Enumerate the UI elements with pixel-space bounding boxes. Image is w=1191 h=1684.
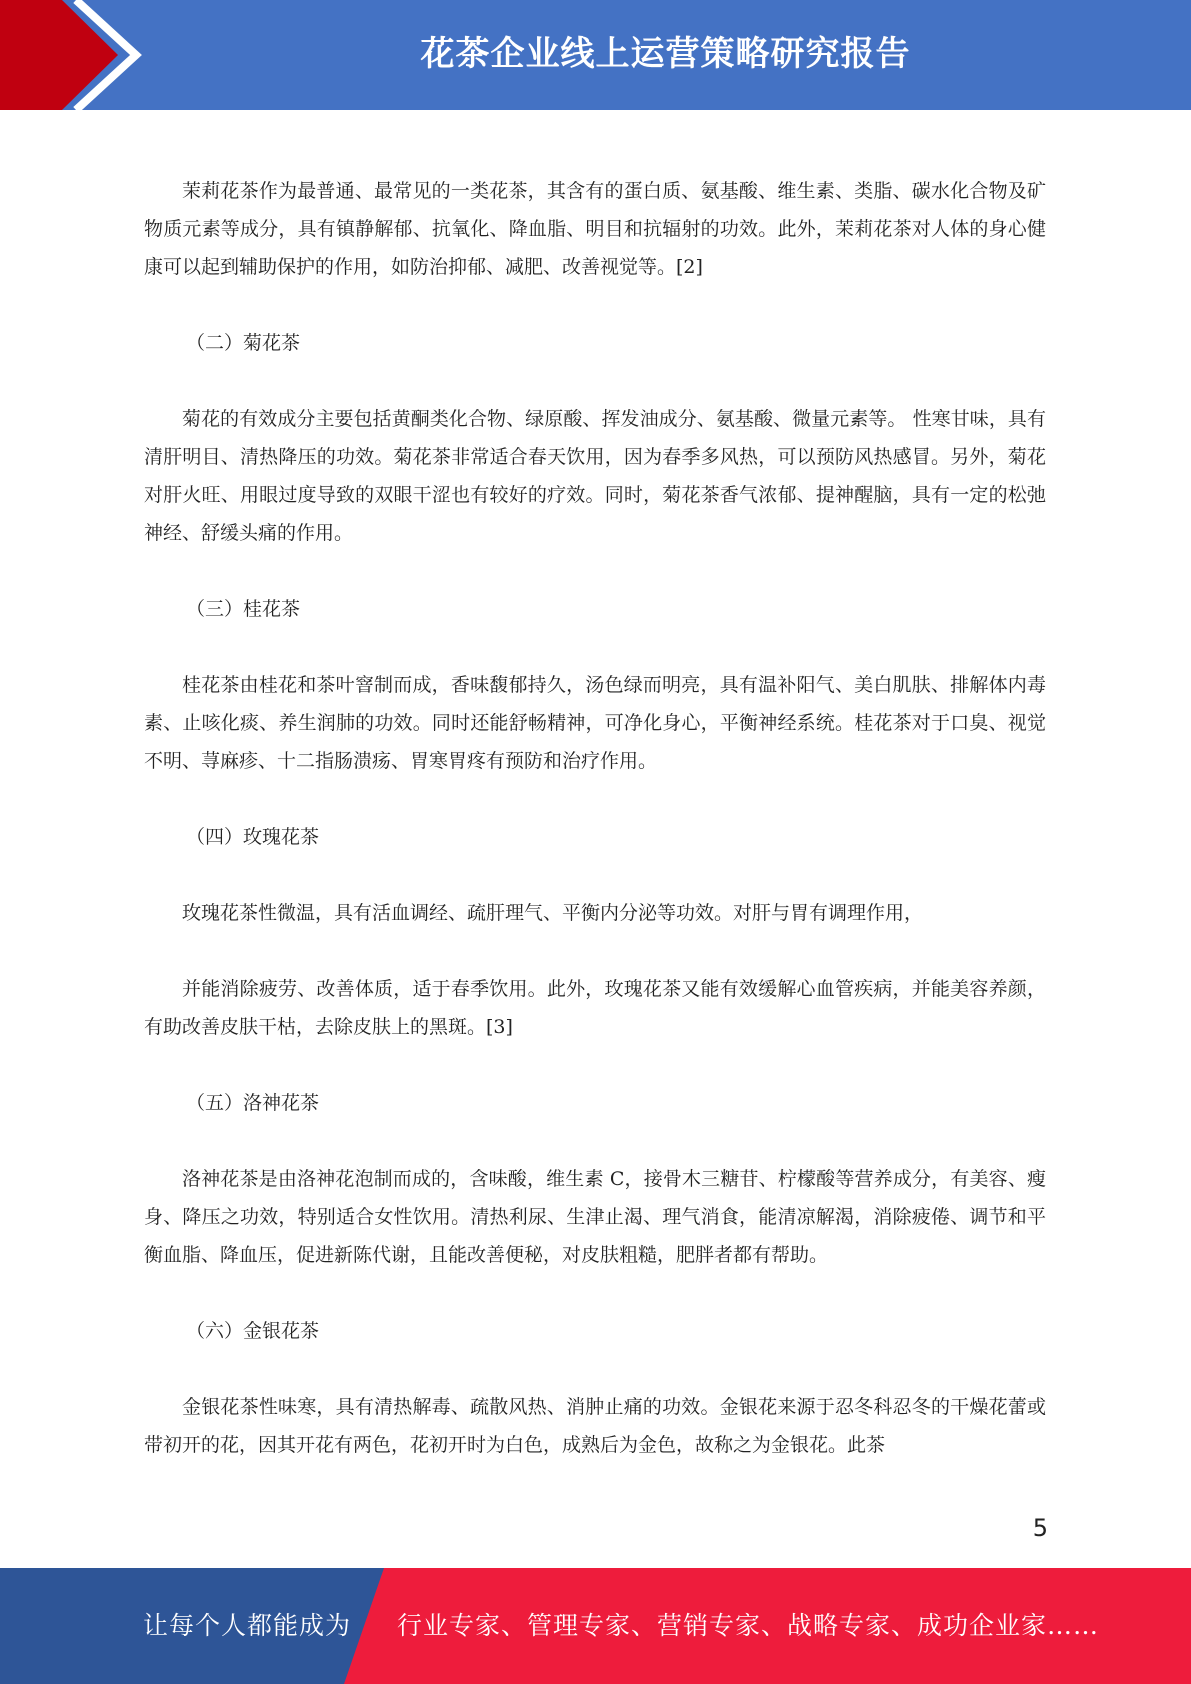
body-paragraph: 菊花的有效成分主要包括黄酮类化合物、绿原酸、挥发油成分、氨基酸、微量元素等。 性寒甘味，具有清肝明目、清热降压的功效。菊花茶非常适合春天饮用，因为春季多风热，可以预防风热感冒。另外，菊花对肝火旺、用眼过度导致的双眼干涩也有较好的疗效。同时，菊花茶香气浓郁、提神醒脑，具有一定的松弛神经、舒缓头痛的作用。 [144,408,1046,544]
section-subheading: （四）玫瑰花茶 [186,826,320,848]
header-arrow-decoration [0,0,160,110]
body-paragraph: 并能消除疲劳、改善体质，适于春季饮用。此外，玫瑰花茶又能有效缓解心血管疾病，并能美容养颜，有助改善皮肤干枯，去除皮肤上的黑斑。[3] [144,978,1046,1038]
section-subheading: （三）桂花茶 [186,598,301,620]
footer-slogan-right: 行业专家、管理专家、营销专家、战略专家、成功企业家…… [397,1611,1100,1640]
document-body [144,172,1046,1464]
body-paragraph: 洛神花茶是由洛神花泡制而成的，含味酸，维生素 C，接骨木三糖苷、柠檬酸等营养成分，有美容、瘦身、降压之功效，特别适合女性饮用。清热利尿、生津止渴、理气消食，能清凉解渴，消除疲倦、调节和平衡血脂、降血压，促进新陈代谢，且能改善便秘，对皮肤粗糙，肥胖者都有帮助。 [144,1168,1046,1266]
body-paragraph: 桂花茶由桂花和茶叶窨制而成，香味馥郁持久，汤色绿而明亮，具有温补阳气、美白肌肤、排解体内毒素、止咳化痰、养生润肺的功效。同时还能舒畅精神，可净化身心，平衡神经系统。桂花茶对于口臭、视觉不明、荨麻疹、十二指肠溃疡、胃寒胃疼有预防和治疗作用。 [144,674,1046,772]
body-paragraph: 玫瑰花茶性微温，具有活血调经、疏肝理气、平衡内分泌等功效。对肝与胃有调理作用， [182,902,924,924]
body-paragraph: 茉莉花茶作为最普通、最常见的一类花茶，其含有的蛋白质、氨基酸、维生素、类脂、碳水化合物及矿物质元素等成分，具有镇静解郁、抗氧化、降血脂、明目和抗辐射的功效。此外，茉莉花茶对人体的身心健康可以起到辅助保护的作用，如防治抑郁、减肥、改善视觉等。[2] [144,180,1046,278]
section-subheading: （五）洛神花茶 [186,1092,320,1114]
footer-slogan-left: 让每个人都能成为 [143,1611,352,1640]
page-footer [0,1568,1191,1684]
body-paragraph: 金银花茶性味寒，具有清热解毒、疏散风热、消肿止痛的功效。金银花来源于忍冬科忍冬的干燥花蕾或带初开的花，因其开花有两色，花初开时为白色，成熟后为金色，故称之为金银花。此茶 [144,1396,1046,1456]
section-subheading: （六）金银花茶 [186,1320,320,1342]
page-number: 5 [1032,1514,1048,1542]
page-header [0,0,1191,110]
report-title: 花茶企业线上运营策略研究报告 [420,34,911,74]
section-subheading: （二）菊花茶 [186,332,301,354]
